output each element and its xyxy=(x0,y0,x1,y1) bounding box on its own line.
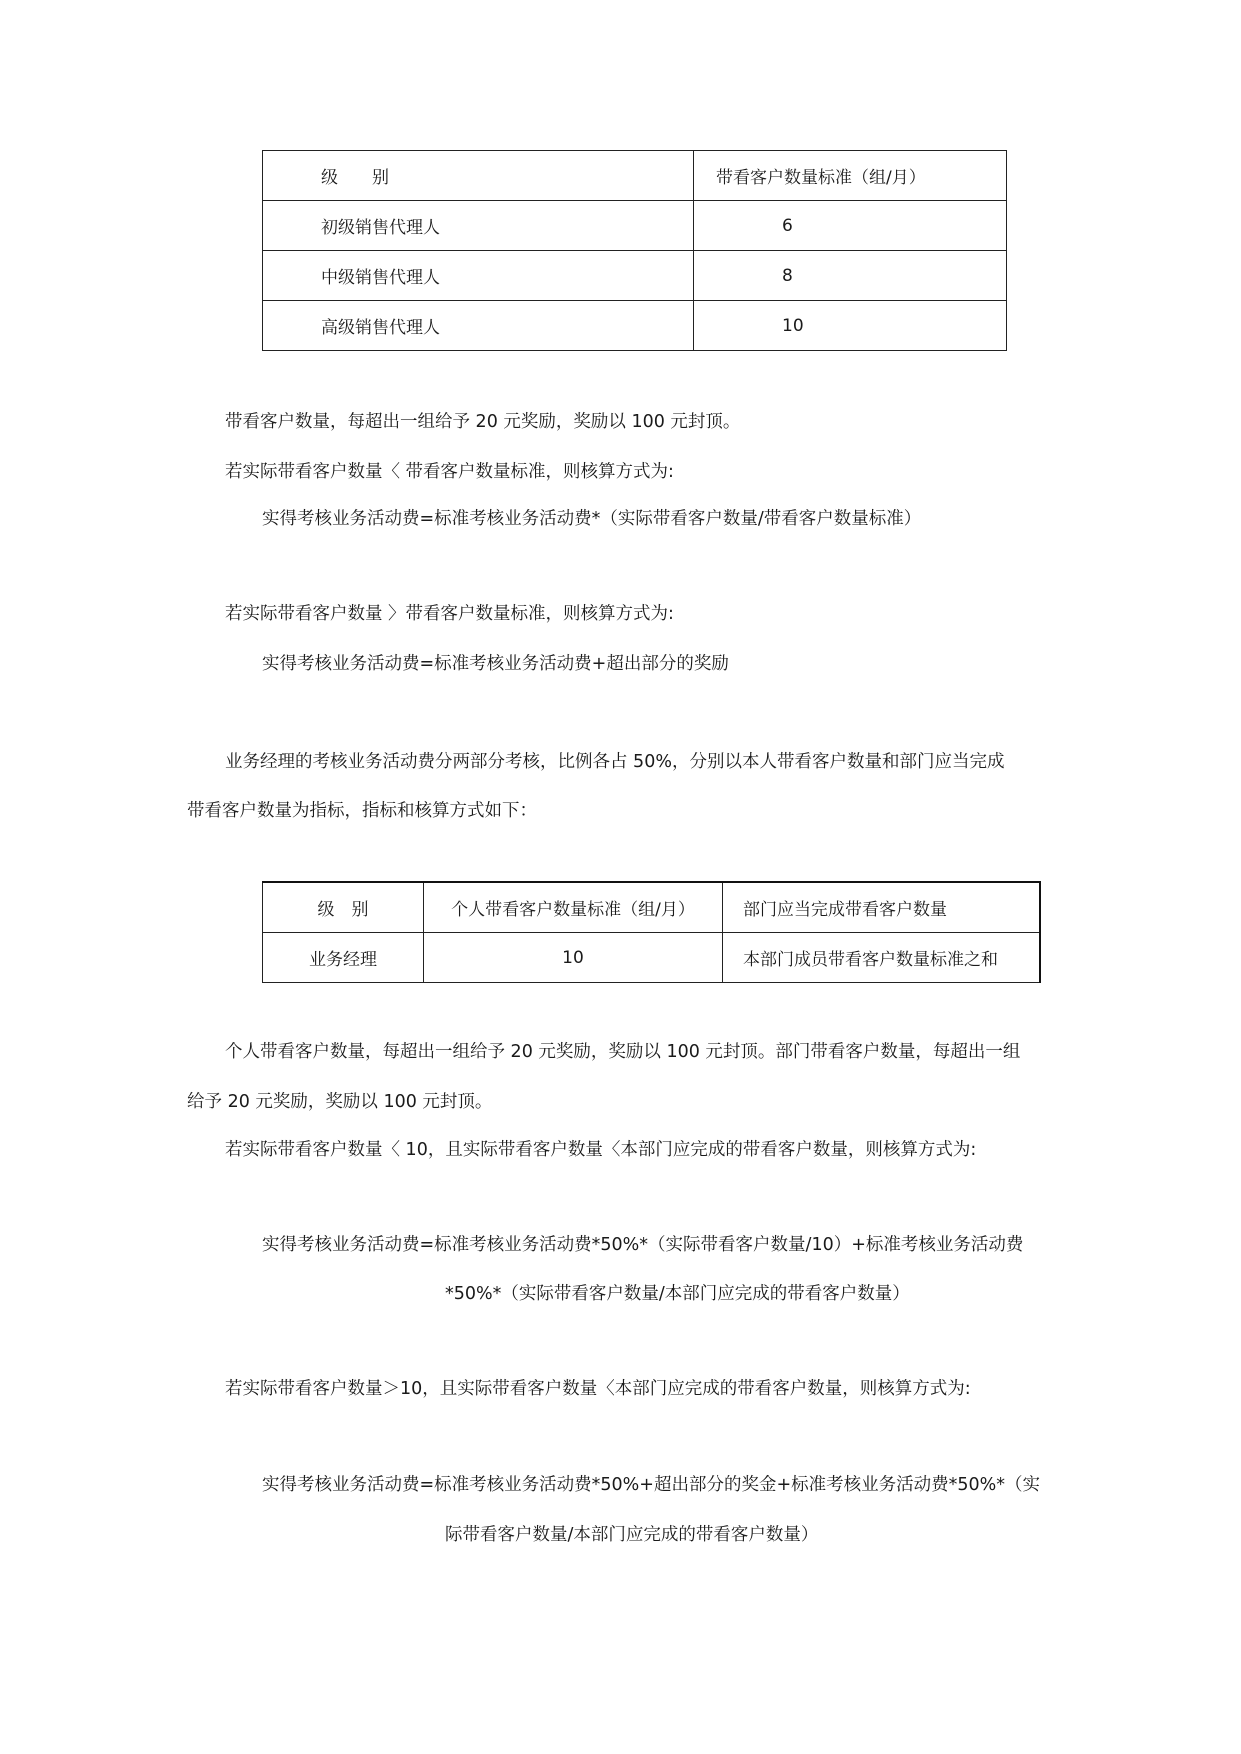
paragraph: 业务经理的考核业务活动费分两部分考核，比例各占 50%，分别以本人带看客户数量和部门应当完成 xyxy=(225,752,1005,772)
paragraph: 给予 20 元奖励，奖励以 100 元封顶。 xyxy=(187,1092,493,1112)
level-cell: 高级销售代理人 xyxy=(263,301,694,351)
business-manager-standard-table xyxy=(262,881,1041,983)
paragraph: 若实际带看客户数量 〉带看客户数量标准，则核算方式为: xyxy=(225,604,674,624)
level-cell: 中级销售代理人 xyxy=(263,251,694,301)
paragraph: 若实际带看客户数量〈 带看客户数量标准，则核算方式为: xyxy=(225,462,674,482)
formula: 实得考核业务活动费=标准考核业务活动费*50%*（实际带看客户数量/10）+标准考核业务活动费 xyxy=(262,1235,1024,1255)
department-target-cell: 本部门成员带看客户数量标准之和 xyxy=(723,933,1041,983)
paragraph: 带看客户数量，每超出一组给予 20 元奖励，奖励以 100 元封顶。 xyxy=(225,412,741,432)
level-cell: 业务经理 xyxy=(263,933,424,983)
header-standard: 带看客户数量标准（组/月） xyxy=(694,151,1007,201)
table-row xyxy=(263,933,1041,983)
table-row xyxy=(263,301,1007,351)
header-level: 级 别 xyxy=(263,882,424,933)
paragraph: 个人带看客户数量，每超出一组给予 20 元奖励，奖励以 100 元封顶。部门带看客户数量，每超出一组 xyxy=(225,1042,1021,1062)
standard-cell: 10 xyxy=(694,301,1007,351)
header-level: 级 别 xyxy=(263,151,694,201)
table-row xyxy=(263,201,1007,251)
paragraph: 带看客户数量为指标，指标和核算方式如下： xyxy=(187,801,537,821)
formula: *50%*（实际带看客户数量/本部门应完成的带看客户数量） xyxy=(445,1284,910,1304)
header-department-target: 部门应当完成带看客户数量 xyxy=(723,882,1041,933)
formula: 实得考核业务活动费=标准考核业务活动费*50%+超出部分的奖金+标准考核业务活动费*50%*（实 xyxy=(262,1475,1041,1495)
table-header-row xyxy=(263,151,1007,201)
standard-cell: 8 xyxy=(694,251,1007,301)
level-cell: 初级销售代理人 xyxy=(263,201,694,251)
table-header-row xyxy=(263,882,1041,933)
personal-standard-cell: 10 xyxy=(424,933,723,983)
formula: 实得考核业务活动费=标准考核业务活动费+超出部分的奖励 xyxy=(262,654,729,674)
paragraph: 若实际带看客户数量＞10，且实际带看客户数量〈本部门应完成的带看客户数量，则核算方式为: xyxy=(225,1379,971,1399)
paragraph: 若实际带看客户数量〈 10，且实际带看客户数量〈本部门应完成的带看客户数量，则核算方式为: xyxy=(225,1140,977,1160)
table-row xyxy=(263,251,1007,301)
formula: 际带看客户数量/本部门应完成的带看客户数量） xyxy=(445,1525,819,1545)
sales-agent-standard-table xyxy=(262,150,1007,351)
header-personal-standard: 个人带看客户数量标准（组/月） xyxy=(424,882,723,933)
formula: 实得考核业务活动费=标准考核业务活动费*（实际带看客户数量/带看客户数量标准） xyxy=(262,509,922,529)
standard-cell: 6 xyxy=(694,201,1007,251)
